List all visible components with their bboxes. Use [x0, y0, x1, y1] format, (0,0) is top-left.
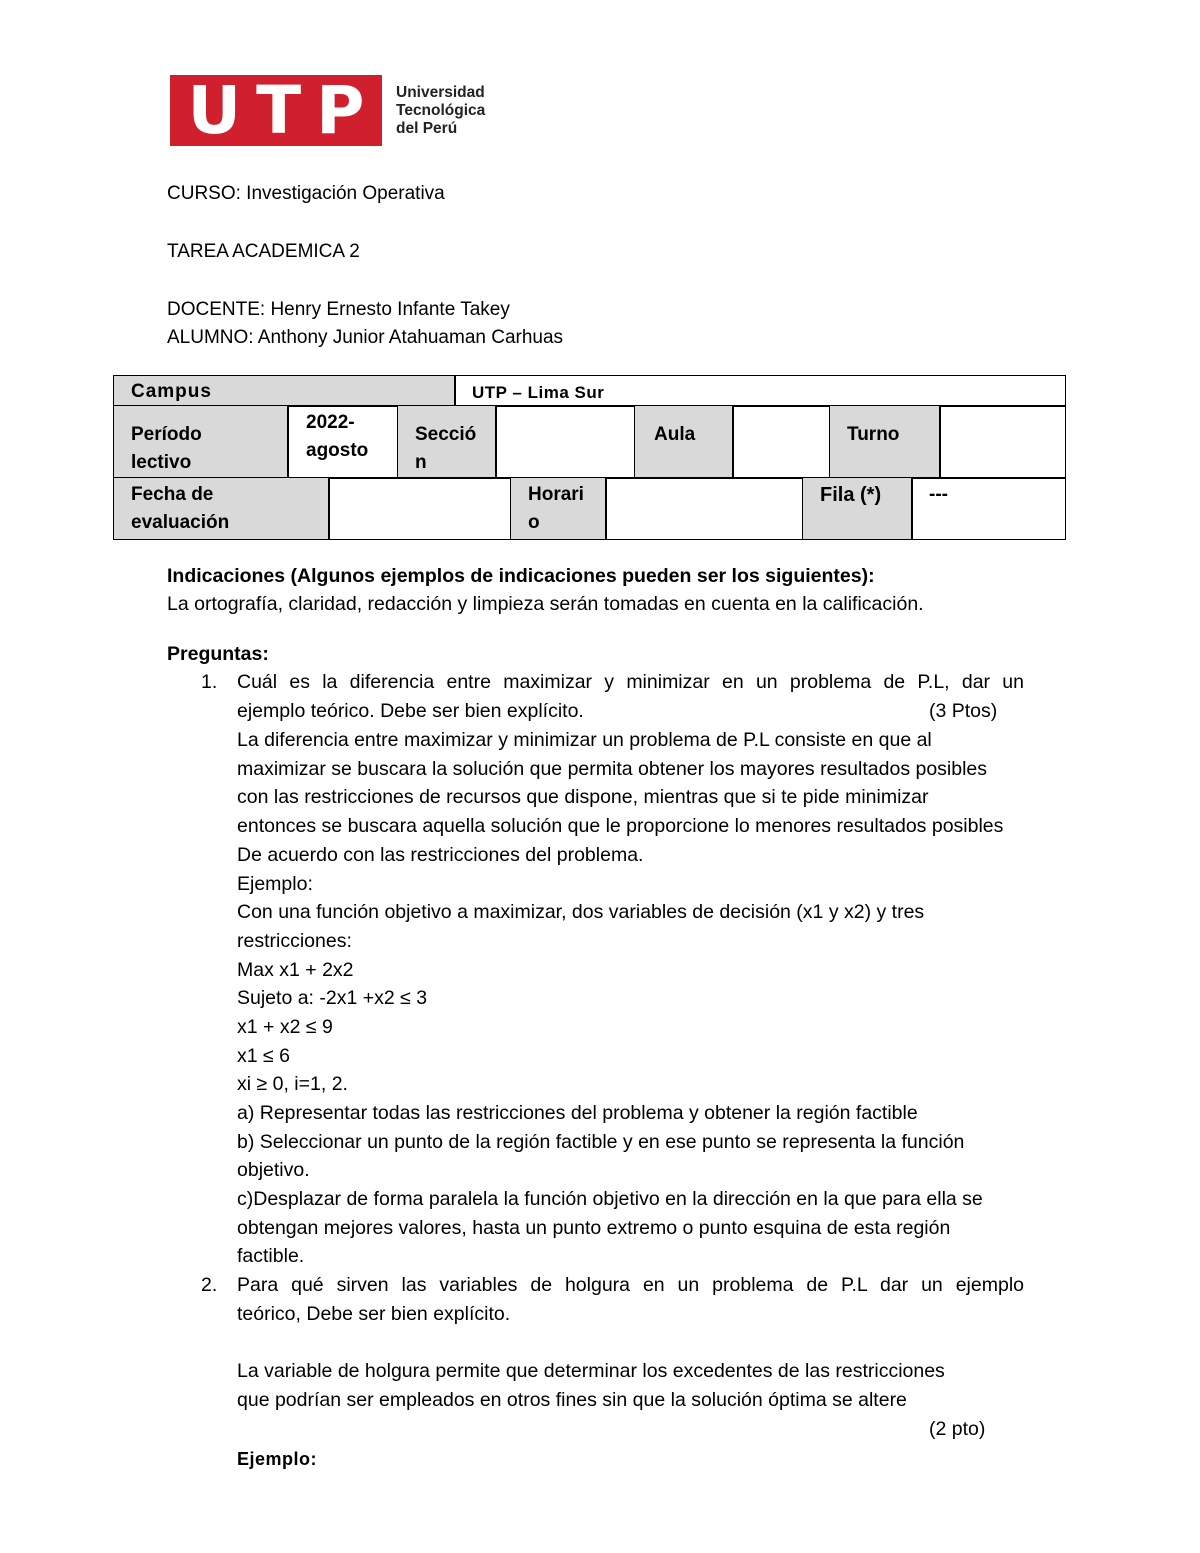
question-2-line2: teórico, Debe ser bien explícito.	[237, 1303, 511, 1325]
campus-value: UTP – Lima Sur	[454, 375, 1066, 407]
logo-letter-t: T	[256, 72, 302, 149]
turno-label: Turno	[829, 405, 941, 479]
curso-line: CURSO: Investigación Operativa	[167, 183, 445, 204]
alumno-line: ALUMNO: Anthony Junior Atahuaman Carhuas	[167, 327, 564, 348]
fila-value: ---	[911, 477, 1066, 540]
answer-line: Max x1 + 2x2	[237, 959, 354, 981]
answer-line: Ejemplo:	[237, 873, 313, 895]
answer-line: obtengan mejores valores, hasta un punto extremo o punto esquina de esta región	[237, 1217, 951, 1239]
campus-label: Campus	[113, 375, 456, 407]
question-1-points: (3 Ptos)	[929, 700, 998, 722]
answer-line: restricciones:	[237, 930, 352, 952]
answer-line: xi ≥ 0, i=1, 2.	[237, 1073, 348, 1095]
answer-line: Sujeto a: -2x1 +x2 ≤ 3	[237, 987, 428, 1009]
answer-line: a) Representar todas las restricciones del problema y obtener la región factible	[237, 1102, 918, 1124]
turno-value	[939, 405, 1066, 479]
logo-letter-p: P	[316, 72, 365, 149]
periodo-label: Período lectivo	[113, 405, 289, 479]
fecha-value	[328, 477, 512, 540]
aula-label: Aula	[634, 405, 734, 479]
answer-line: factible.	[237, 1245, 305, 1267]
question-2-answer-line1: La variable de holgura permite que determinar los excedentes de las restricciones	[237, 1360, 945, 1382]
question-1-line1: Cuál es la diferencia entre maximizar y minimizar en un problema de P.L, dar un	[237, 671, 1024, 693]
question-2-answer-line2: que podrían ser empleados en otros fines sin que la solución óptima se altere	[237, 1389, 907, 1411]
answer-line: entonces se buscara aquella solución que le proporcione lo menores resultados posibles	[237, 815, 1004, 837]
fila-label: Fila (*)	[802, 477, 913, 540]
indicaciones-text: La ortografía, claridad, redacción y limpieza serán tomadas en cuenta en la calificación.	[167, 593, 924, 615]
periodo-value: 2022- agosto	[287, 405, 399, 479]
answer-line: x1 + x2 ≤ 9	[237, 1016, 333, 1038]
question-2-points: (2 pto)	[929, 1418, 986, 1440]
question-2-number: 2.	[201, 1274, 218, 1296]
horario-label: Horari o	[510, 477, 607, 540]
answer-line: con las restricciones de recursos que dispone, mientras que si te pide minimizar	[237, 786, 929, 808]
answer-line: b) Seleccionar un punto de la región factible y en ese punto se representa la función	[237, 1131, 965, 1153]
indicaciones-title: Indicaciones (Algunos ejemplos de indicaciones pueden ser los siguientes):	[167, 565, 875, 587]
logo-letter-u: U	[187, 72, 242, 149]
answer-line: Con una función objetivo a maximizar, dos variables de decisión (x1 y x2) y tres	[237, 901, 925, 923]
answer-line: x1 ≤ 6	[237, 1045, 290, 1067]
logo-text-line: del Perú	[396, 119, 458, 137]
answer-line: c)Desplazar de forma paralela la función objetivo en la dirección en la que para ella se	[237, 1188, 983, 1210]
answer-line: La diferencia entre maximizar y minimizar un problema de P.L consiste en que al	[237, 729, 932, 751]
logo-text-line: Universidad	[396, 83, 485, 101]
horario-value	[605, 477, 804, 540]
fecha-label: Fecha de evaluación	[113, 477, 330, 540]
question-1-line2: ejemplo teórico. Debe ser bien explícito.	[237, 700, 584, 722]
utp-logo-mark	[170, 72, 382, 149]
answer-line: maximizar se buscara la solución que permita obtener los mayores resultados posibles	[237, 758, 988, 780]
seccion-label: Secció n	[397, 405, 497, 479]
answer-line: objetivo.	[237, 1159, 310, 1181]
seccion-value	[495, 405, 636, 479]
tarea-line: TAREA ACADEMICA 2	[167, 241, 360, 262]
docente-line: DOCENTE: Henry Ernesto Infante Takey	[167, 299, 510, 320]
question-2-line1: Para qué sirven las variables de holgura en un problema de P.L dar un ejemplo	[237, 1274, 1024, 1296]
course-info-table	[113, 375, 1066, 540]
question-1-number: 1.	[201, 671, 218, 693]
question-2-ejemplo: Ejemplo:	[237, 1449, 318, 1469]
logo-text-line: Tecnológica	[396, 101, 486, 119]
preguntas-title: Preguntas:	[167, 643, 269, 665]
utp-logo	[170, 72, 486, 149]
answer-line: De acuerdo con las restricciones del problema.	[237, 844, 644, 866]
aula-value	[732, 405, 831, 479]
logo-university-name	[396, 84, 485, 138]
